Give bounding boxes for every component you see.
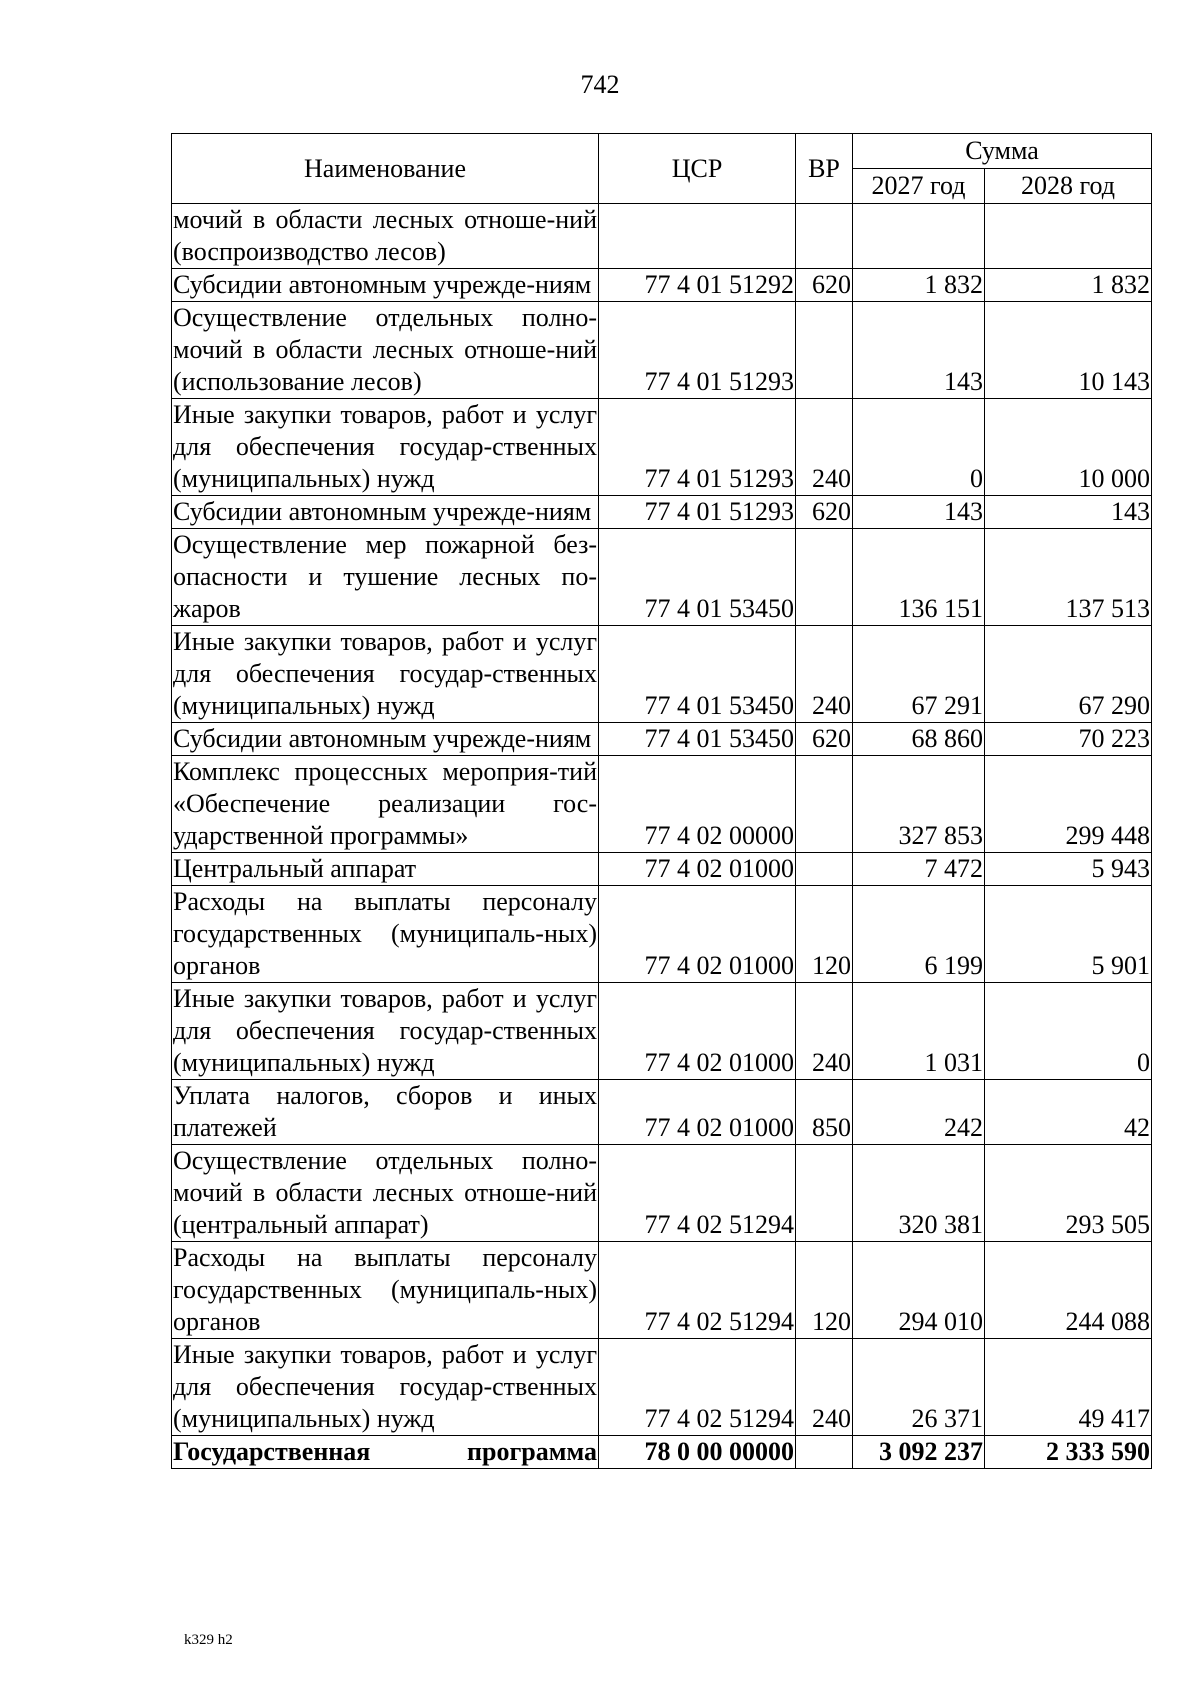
row-amount-2028: 42 bbox=[985, 1080, 1152, 1145]
budget-table bbox=[171, 133, 1152, 1469]
row-csr: 77 4 02 51294 bbox=[599, 1145, 796, 1242]
row-name: Иные закупки товаров, работ и услуг для обеспечения государ-ственных (муниципальных) нужд bbox=[172, 1339, 599, 1436]
row-amount-2027: 7 472 bbox=[853, 853, 985, 886]
row-name: Субсидии автономным учрежде-ниям bbox=[172, 496, 599, 529]
table-row bbox=[172, 529, 1152, 626]
row-csr: 77 4 01 53450 bbox=[599, 626, 796, 723]
row-amount-2027: 327 853 bbox=[853, 756, 985, 853]
row-vr bbox=[796, 529, 853, 626]
table-row bbox=[172, 1080, 1152, 1145]
row-amount-2028: 10 000 bbox=[985, 399, 1152, 496]
table-row bbox=[172, 723, 1152, 756]
row-name: мочий в области лесных отноше-ний (воспроизводство лесов) bbox=[172, 204, 599, 269]
row-csr: 77 4 02 01000 bbox=[599, 983, 796, 1080]
row-name: Осуществление мер пожарной без-опасности и тушение лесных по-жаров bbox=[172, 529, 599, 626]
row-name: Иные закупки товаров, работ и услуг для обеспечения государ-ственных (муниципальных) нужд bbox=[172, 399, 599, 496]
table-row bbox=[172, 853, 1152, 886]
row-vr: 620 bbox=[796, 723, 853, 756]
row-amount-2027: 143 bbox=[853, 302, 985, 399]
row-vr bbox=[796, 1436, 853, 1469]
row-amount-2027: 3 092 237 bbox=[853, 1436, 985, 1469]
total-row bbox=[172, 1436, 1152, 1469]
row-amount-2028: 5 943 bbox=[985, 853, 1152, 886]
row-csr: 78 0 00 00000 bbox=[599, 1436, 796, 1469]
row-vr: 120 bbox=[796, 886, 853, 983]
row-csr: 77 4 01 51292 bbox=[599, 269, 796, 302]
row-amount-2027: 68 860 bbox=[853, 723, 985, 756]
footer-code: k329 h2 bbox=[184, 1632, 233, 1648]
row-csr: 77 4 02 01000 bbox=[599, 886, 796, 983]
row-csr: 77 4 01 53450 bbox=[599, 723, 796, 756]
table-row bbox=[172, 1339, 1152, 1436]
row-name: Субсидии автономным учрежде-ниям bbox=[172, 269, 599, 302]
row-vr: 120 bbox=[796, 1242, 853, 1339]
row-csr: 77 4 02 01000 bbox=[599, 1080, 796, 1145]
header-name: Наименование bbox=[172, 134, 599, 204]
header-csr: ЦСР bbox=[599, 134, 796, 204]
row-amount-2028 bbox=[985, 204, 1152, 269]
row-name: Осуществление отдельных полно-мочий в области лесных отноше-ний (использование лесов) bbox=[172, 302, 599, 399]
row-csr: 77 4 01 53450 bbox=[599, 529, 796, 626]
table-row bbox=[172, 756, 1152, 853]
row-amount-2027: 242 bbox=[853, 1080, 985, 1145]
table-row bbox=[172, 496, 1152, 529]
row-amount-2027: 294 010 bbox=[853, 1242, 985, 1339]
row-vr: 240 bbox=[796, 399, 853, 496]
table-row bbox=[172, 886, 1152, 983]
table-row bbox=[172, 204, 1152, 269]
table-row bbox=[172, 626, 1152, 723]
row-amount-2027: 0 bbox=[853, 399, 985, 496]
header-sum: Сумма bbox=[853, 134, 1152, 169]
row-vr: 240 bbox=[796, 1339, 853, 1436]
row-name: Центральный аппарат bbox=[172, 853, 599, 886]
row-name: Расходы на выплаты персоналу государственных (муниципаль-ных) органов bbox=[172, 1242, 599, 1339]
row-amount-2028: 293 505 bbox=[985, 1145, 1152, 1242]
row-csr: 77 4 01 51293 bbox=[599, 399, 796, 496]
row-csr: 77 4 02 51294 bbox=[599, 1339, 796, 1436]
table-row bbox=[172, 983, 1152, 1080]
row-amount-2028: 244 088 bbox=[985, 1242, 1152, 1339]
row-amount-2027: 1 832 bbox=[853, 269, 985, 302]
table-row bbox=[172, 399, 1152, 496]
row-vr: 620 bbox=[796, 496, 853, 529]
row-name: Расходы на выплаты персоналу государственных (муниципаль-ных) органов bbox=[172, 886, 599, 983]
row-amount-2028: 67 290 bbox=[985, 626, 1152, 723]
row-csr: 77 4 02 01000 bbox=[599, 853, 796, 886]
header-vr: ВР bbox=[796, 134, 853, 204]
row-name: Иные закупки товаров, работ и услуг для обеспечения государ-ственных (муниципальных) нужд bbox=[172, 626, 599, 723]
row-csr: 77 4 01 51293 bbox=[599, 496, 796, 529]
row-vr bbox=[796, 302, 853, 399]
row-vr bbox=[796, 1145, 853, 1242]
row-name: Комплекс процессных мероприя-тий «Обеспечение реализации гос-ударственной программы» bbox=[172, 756, 599, 853]
row-name: Уплата налогов, сборов и иных платежей bbox=[172, 1080, 599, 1145]
table-row bbox=[172, 1242, 1152, 1339]
row-vr: 240 bbox=[796, 983, 853, 1080]
table-row bbox=[172, 269, 1152, 302]
row-csr: 77 4 02 00000 bbox=[599, 756, 796, 853]
table-row bbox=[172, 1145, 1152, 1242]
row-amount-2028: 1 832 bbox=[985, 269, 1152, 302]
header-year-2027: 2027 год bbox=[853, 169, 985, 204]
row-name: Иные закупки товаров, работ и услуг для обеспечения государ-ственных (муниципальных) нужд bbox=[172, 983, 599, 1080]
row-vr bbox=[796, 853, 853, 886]
row-amount-2027: 1 031 bbox=[853, 983, 985, 1080]
row-amount-2028: 2 333 590 bbox=[985, 1436, 1152, 1469]
row-amount-2028: 10 143 bbox=[985, 302, 1152, 399]
row-amount-2027 bbox=[853, 204, 985, 269]
row-csr: 77 4 02 51294 bbox=[599, 1242, 796, 1339]
row-vr: 240 bbox=[796, 626, 853, 723]
row-csr bbox=[599, 204, 796, 269]
row-amount-2028: 5 901 bbox=[985, 886, 1152, 983]
row-amount-2027: 320 381 bbox=[853, 1145, 985, 1242]
row-amount-2027: 67 291 bbox=[853, 626, 985, 723]
row-vr: 620 bbox=[796, 269, 853, 302]
row-amount-2028: 299 448 bbox=[985, 756, 1152, 853]
row-amount-2027: 143 bbox=[853, 496, 985, 529]
row-name: Осуществление отдельных полно-мочий в области лесных отноше-ний (центральный аппарат) bbox=[172, 1145, 599, 1242]
table-row bbox=[172, 302, 1152, 399]
page-number: 742 bbox=[580, 70, 620, 99]
row-name: Государственная программа bbox=[172, 1436, 599, 1469]
row-vr bbox=[796, 756, 853, 853]
row-vr: 850 bbox=[796, 1080, 853, 1145]
row-amount-2028: 143 bbox=[985, 496, 1152, 529]
row-amount-2027: 6 199 bbox=[853, 886, 985, 983]
row-amount-2028: 70 223 bbox=[985, 723, 1152, 756]
row-csr: 77 4 01 51293 bbox=[599, 302, 796, 399]
row-amount-2027: 26 371 bbox=[853, 1339, 985, 1436]
row-amount-2028: 137 513 bbox=[985, 529, 1152, 626]
row-amount-2028: 0 bbox=[985, 983, 1152, 1080]
header-year-2028: 2028 год bbox=[985, 169, 1152, 204]
row-amount-2027: 136 151 bbox=[853, 529, 985, 626]
row-amount-2028: 49 417 bbox=[985, 1339, 1152, 1436]
row-name: Субсидии автономным учрежде-ниям bbox=[172, 723, 599, 756]
row-vr bbox=[796, 204, 853, 269]
